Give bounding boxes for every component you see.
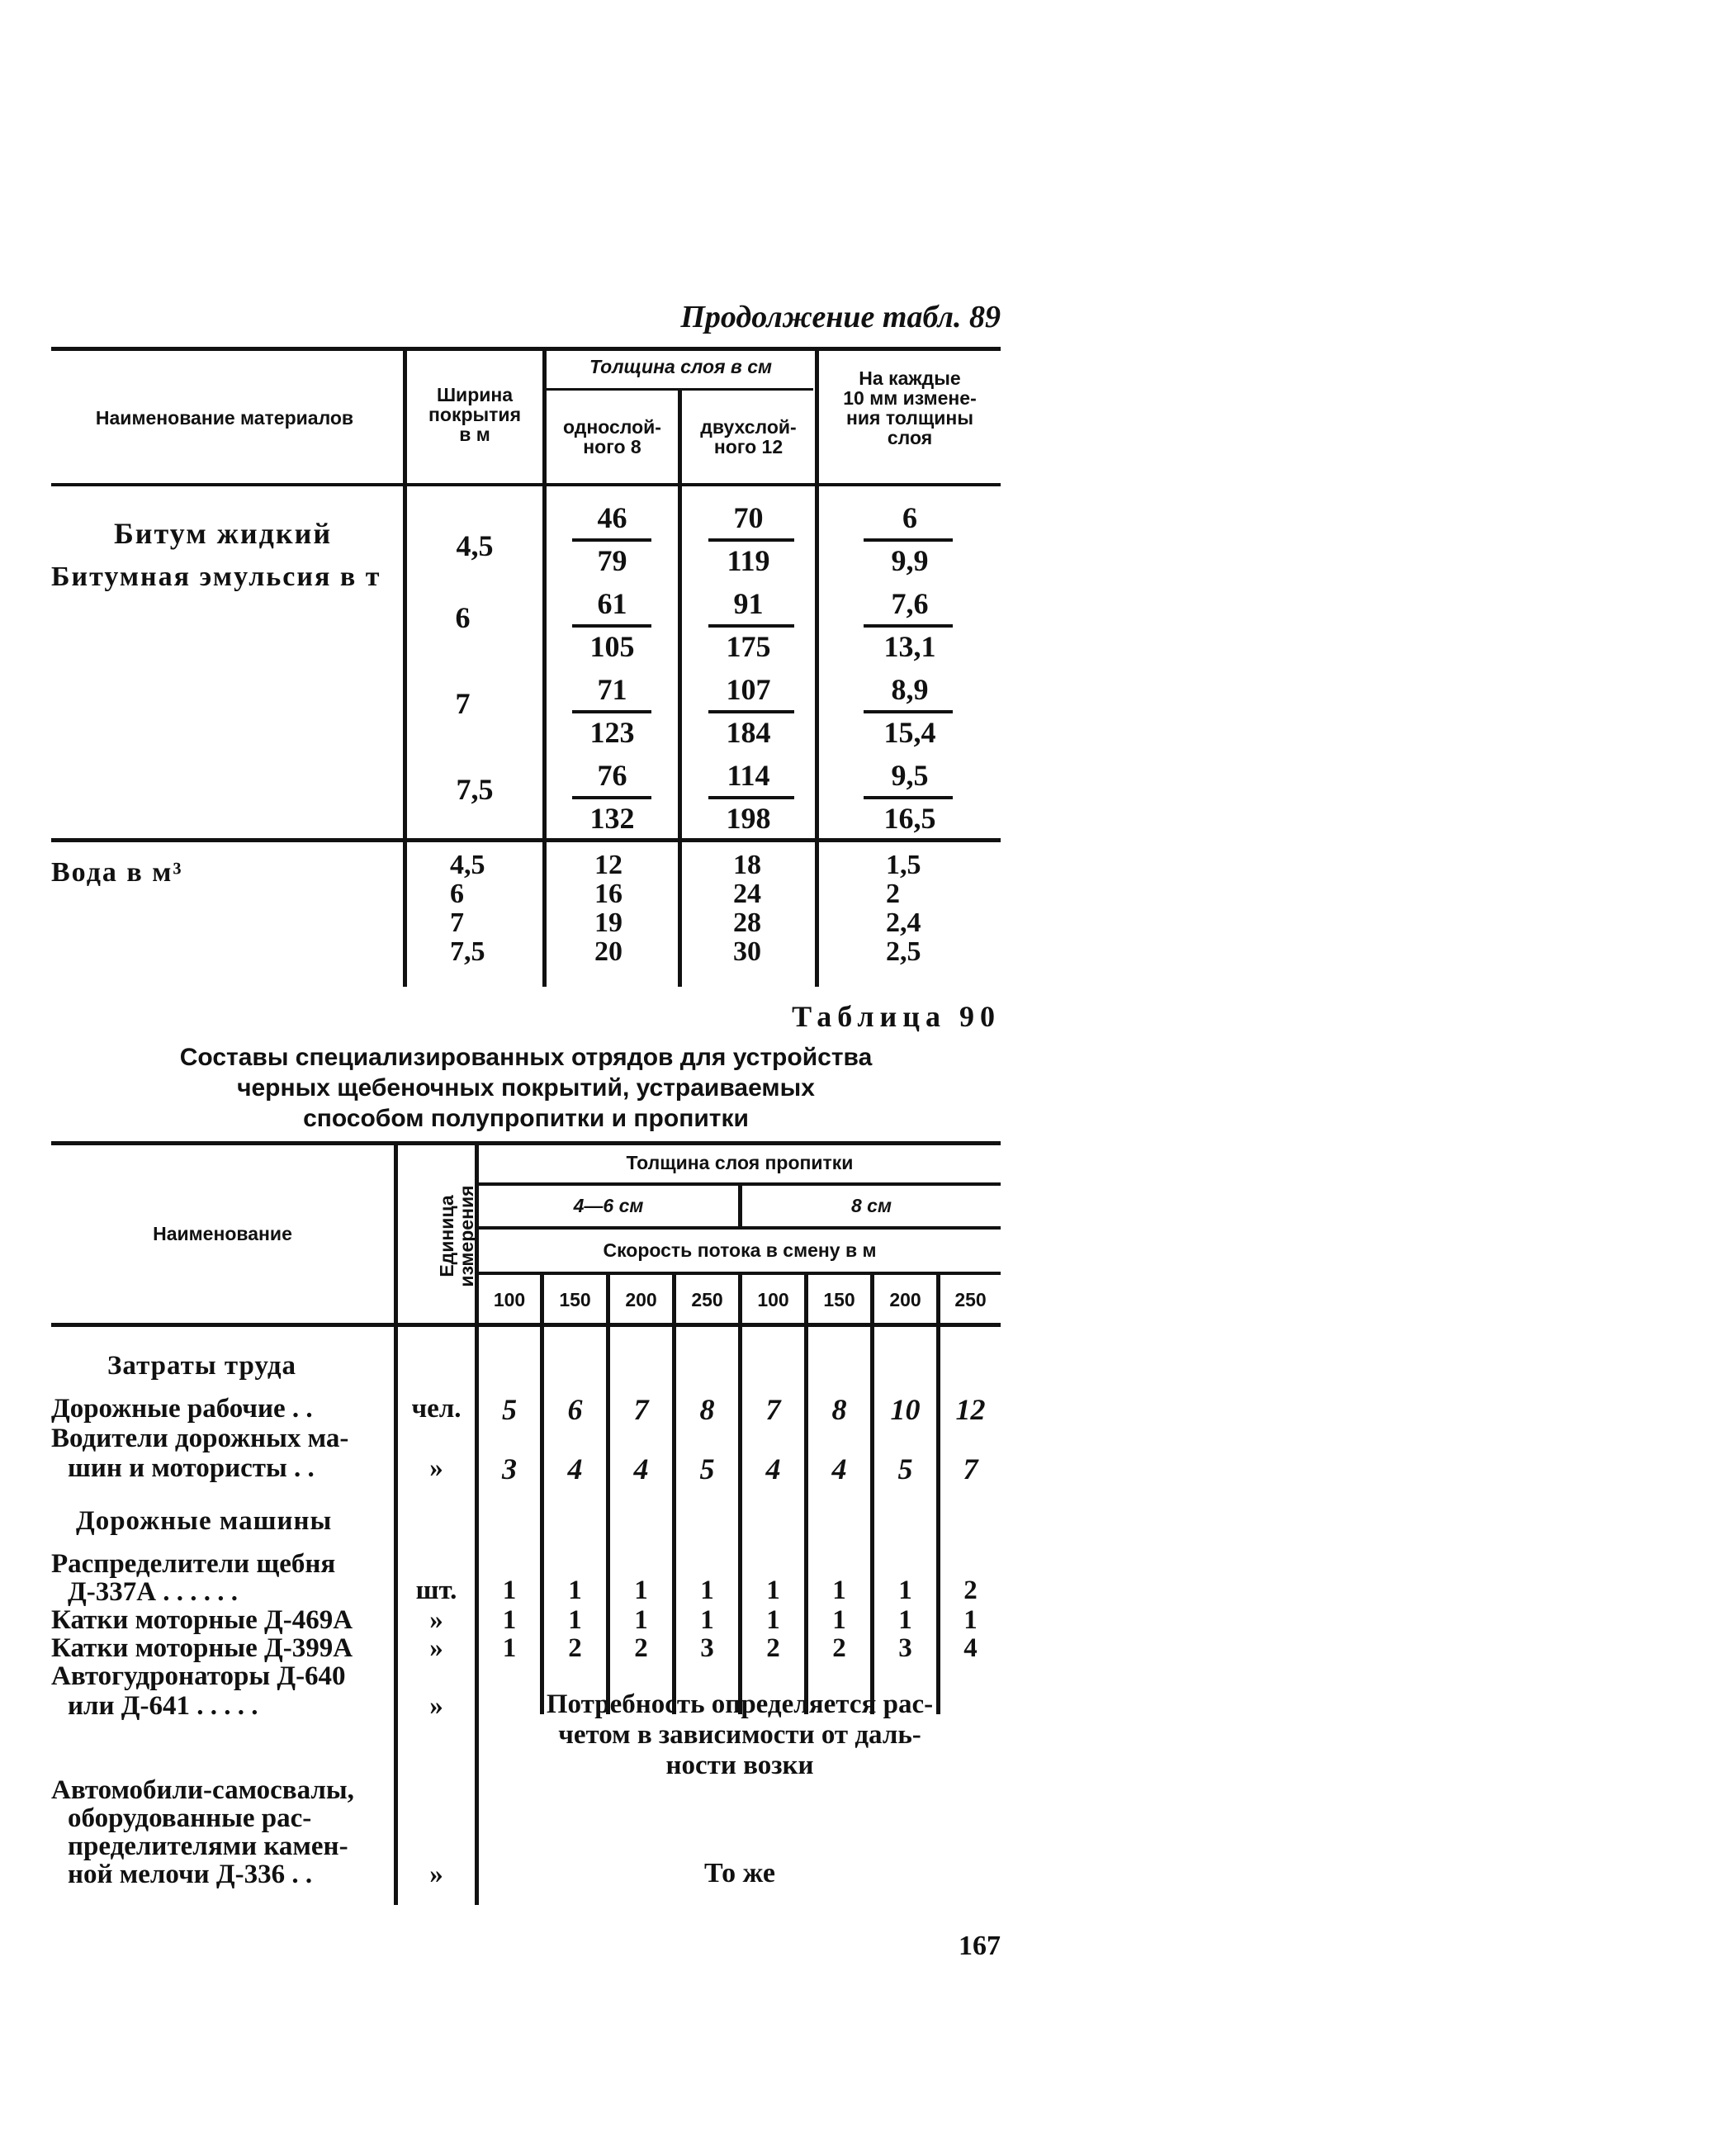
table90-header-thickness: Толщина слоя пропитки (626, 1152, 854, 1173)
table90-header-group1: 4—6 см (573, 1195, 644, 1216)
machine-value: 4 (963, 1633, 978, 1663)
machine-value: 2 (634, 1633, 648, 1663)
fraction-bar (708, 624, 794, 628)
machine-value: 3 (700, 1633, 714, 1663)
table89-header-rule (51, 483, 1001, 486)
table90-vline-name (394, 1145, 398, 1905)
row-unit: шт. (415, 1576, 457, 1605)
fraction-den: 123 (589, 716, 635, 749)
fraction-num: 8,9 (891, 673, 929, 706)
machine-value: 1 (963, 1605, 978, 1635)
machine-value: 1 (832, 1576, 846, 1605)
machine-value: 1 (766, 1605, 780, 1635)
machine-value: 2 (766, 1633, 780, 1663)
row-name: оборудованные рас- (68, 1803, 312, 1833)
row-name: или Д-641 . . . . . (68, 1691, 258, 1721)
fraction-bar (572, 710, 651, 713)
machine-value: 1 (568, 1605, 582, 1635)
table90-header-name: Наименование (153, 1223, 292, 1244)
fraction-den: 13,1 (883, 630, 936, 663)
fraction-bar (572, 796, 651, 799)
table90-header-group2: 8 см (851, 1195, 892, 1216)
fraction-bar (708, 796, 794, 799)
fraction-bar (708, 538, 794, 542)
machine-value: 1 (700, 1576, 714, 1605)
asphalt-note: Потребность определяется рас- четом в зависимости от даль- ности возки (546, 1689, 934, 1780)
fraction-num: 6 (902, 501, 917, 534)
row-unit: » (429, 1633, 443, 1663)
table89-caption: Продолжение табл. 89 (680, 300, 1001, 334)
fraction-num: 9,5 (891, 759, 929, 792)
machine-value: 1 (568, 1576, 582, 1605)
labor-value: 4 (831, 1452, 847, 1486)
fraction-bar (708, 710, 794, 713)
table90-title: Составы специализированных отрядов для устройства черных щебеночных покрытий, устраиваемых способом полупропитки и пропитки (179, 1044, 873, 1132)
speed-header: 150 (559, 1289, 591, 1310)
row-unit: » (429, 1605, 443, 1635)
table90-top-rule (51, 1141, 1001, 1145)
fraction-width: 7 (455, 687, 471, 720)
labor-value: 6 (567, 1393, 583, 1426)
fraction-width: 4,5 (456, 529, 494, 562)
label-bitumen: Битум жидкий (114, 517, 333, 550)
labor-value: 7 (633, 1393, 649, 1426)
row-name: Катки моторные Д-399А (51, 1633, 353, 1663)
row-name: Автомобили-самосвалы, (51, 1775, 354, 1805)
fraction-den: 184 (726, 716, 771, 749)
fraction-num: 61 (597, 587, 627, 620)
fraction-num: 71 (597, 673, 627, 706)
fraction-width: 7,5 (456, 773, 494, 806)
fraction-num: 70 (733, 501, 764, 534)
fraction-bar (864, 796, 953, 799)
machine-value: 1 (502, 1576, 517, 1605)
table89-header-double: двухслой- ного 12 (700, 416, 797, 457)
machine-value: 1 (700, 1605, 714, 1635)
row-unit: чел. (411, 1394, 462, 1424)
table90-header-unit: Единица измерения (436, 1185, 477, 1287)
fraction-den: 105 (589, 630, 635, 663)
labor-value: 3 (502, 1452, 517, 1486)
table90-caption: Таблица 90 (792, 1000, 1001, 1033)
machine-value: 3 (898, 1633, 912, 1663)
table89-header-width: Ширина покрытия в м (428, 384, 521, 445)
row-name: шин и мотористы . . (68, 1453, 315, 1483)
fraction-den: 15,4 (883, 716, 936, 749)
machine-value: 1 (634, 1605, 648, 1635)
labor-value: 4 (633, 1452, 649, 1486)
table89-vline-1 (403, 351, 407, 987)
row-unit: » (429, 1860, 443, 1889)
table90-header-rule (51, 1323, 1001, 1327)
row-name: Д-337А . . . . . . (68, 1577, 239, 1607)
labor-value: 4 (765, 1452, 781, 1486)
speed-header: 200 (889, 1289, 921, 1310)
labor-value: 5 (502, 1393, 517, 1426)
row-name: Автогудронаторы Д-640 (51, 1661, 346, 1691)
speed-header: 100 (757, 1289, 789, 1310)
fraction-den: 9,9 (891, 544, 929, 577)
fraction-num: 46 (597, 501, 627, 534)
row-name: Водители дорожных ма- (51, 1424, 349, 1453)
fraction-num: 114 (727, 759, 770, 792)
water-per10-column: 1,5 2 2,4 2,5 (886, 850, 921, 967)
labor-value: 7 (765, 1393, 781, 1426)
fraction-den: 175 (726, 630, 771, 663)
fraction-bar (864, 538, 953, 542)
water-double-column: 18 24 28 30 (733, 850, 761, 967)
row-unit: » (429, 1453, 443, 1483)
water-width-column: 4,5 6 7 7,5 (450, 850, 485, 967)
fraction-bar (864, 624, 953, 628)
machine-value: 1 (502, 1633, 517, 1663)
machine-value: 1 (898, 1605, 912, 1635)
table89-top-rule (51, 347, 1001, 351)
labor-value: 8 (831, 1393, 847, 1426)
trucks-note: То же (704, 1858, 775, 1888)
machine-value: 2 (832, 1633, 846, 1663)
fraction-den: 132 (589, 802, 635, 835)
machine-value: 1 (634, 1576, 648, 1605)
labor-value: 5 (897, 1452, 913, 1486)
fraction-num: 7,6 (891, 587, 929, 620)
speed-header: 250 (954, 1289, 987, 1310)
fraction-den: 198 (726, 802, 771, 835)
table89-section-rule (51, 838, 1001, 842)
speed-header: 250 (691, 1289, 723, 1310)
row-name: Катки моторные Д-469А (51, 1605, 353, 1635)
table89-header-single: однослой- ного 8 (563, 416, 661, 457)
machine-value: 1 (898, 1576, 912, 1605)
machine-value: 1 (766, 1576, 780, 1605)
labor-value: 12 (955, 1393, 986, 1426)
fraction-den: 16,5 (883, 802, 936, 835)
row-name: Распределители щебня (51, 1549, 336, 1579)
speed-header: 200 (625, 1289, 657, 1310)
speed-header: 100 (493, 1289, 526, 1310)
fraction-den: 119 (727, 544, 770, 577)
fraction-num: 107 (726, 673, 771, 706)
row-name: пределителями камен- (68, 1831, 348, 1861)
fraction-num: 76 (597, 759, 627, 792)
row-name: ной мелочи Д-336 . . (68, 1860, 313, 1889)
section-machines: Дорожные машины (76, 1506, 333, 1536)
row-name: Дорожные рабочие . . (51, 1394, 313, 1424)
section-labor: Затраты труда (107, 1351, 297, 1381)
fraction-bar (864, 710, 953, 713)
labor-value: 10 (890, 1393, 921, 1426)
labor-value: 4 (567, 1452, 583, 1486)
fraction-width: 6 (455, 601, 471, 634)
labor-value: 7 (963, 1452, 978, 1486)
row-unit: » (429, 1691, 443, 1721)
fraction-bar (572, 538, 651, 542)
labor-value: 8 (699, 1393, 715, 1426)
table90-header-speed: Скорость потока в смену в м (603, 1239, 877, 1261)
machine-value: 2 (568, 1633, 582, 1663)
fraction-num: 91 (733, 587, 764, 620)
labor-value: 5 (699, 1452, 715, 1486)
fraction-bar (572, 624, 651, 628)
fraction-den: 79 (597, 544, 627, 577)
label-emulsion: Битумная эмульсия в т (51, 562, 381, 592)
page-number: 167 (959, 1931, 1001, 1961)
label-water: Вода в м³ (51, 857, 183, 888)
water-single-column: 12 16 19 20 (594, 850, 623, 967)
machine-value: 2 (963, 1576, 978, 1605)
machine-value: 1 (832, 1605, 846, 1635)
speed-header: 150 (823, 1289, 855, 1310)
table89-header-thickness: Толщина слоя в см (589, 356, 773, 377)
table89-header-per10: На каждые 10 мм измене- ния толщины слоя (843, 367, 977, 448)
machine-value: 1 (502, 1605, 517, 1635)
table89-header-name: Наименование материалов (95, 407, 354, 429)
